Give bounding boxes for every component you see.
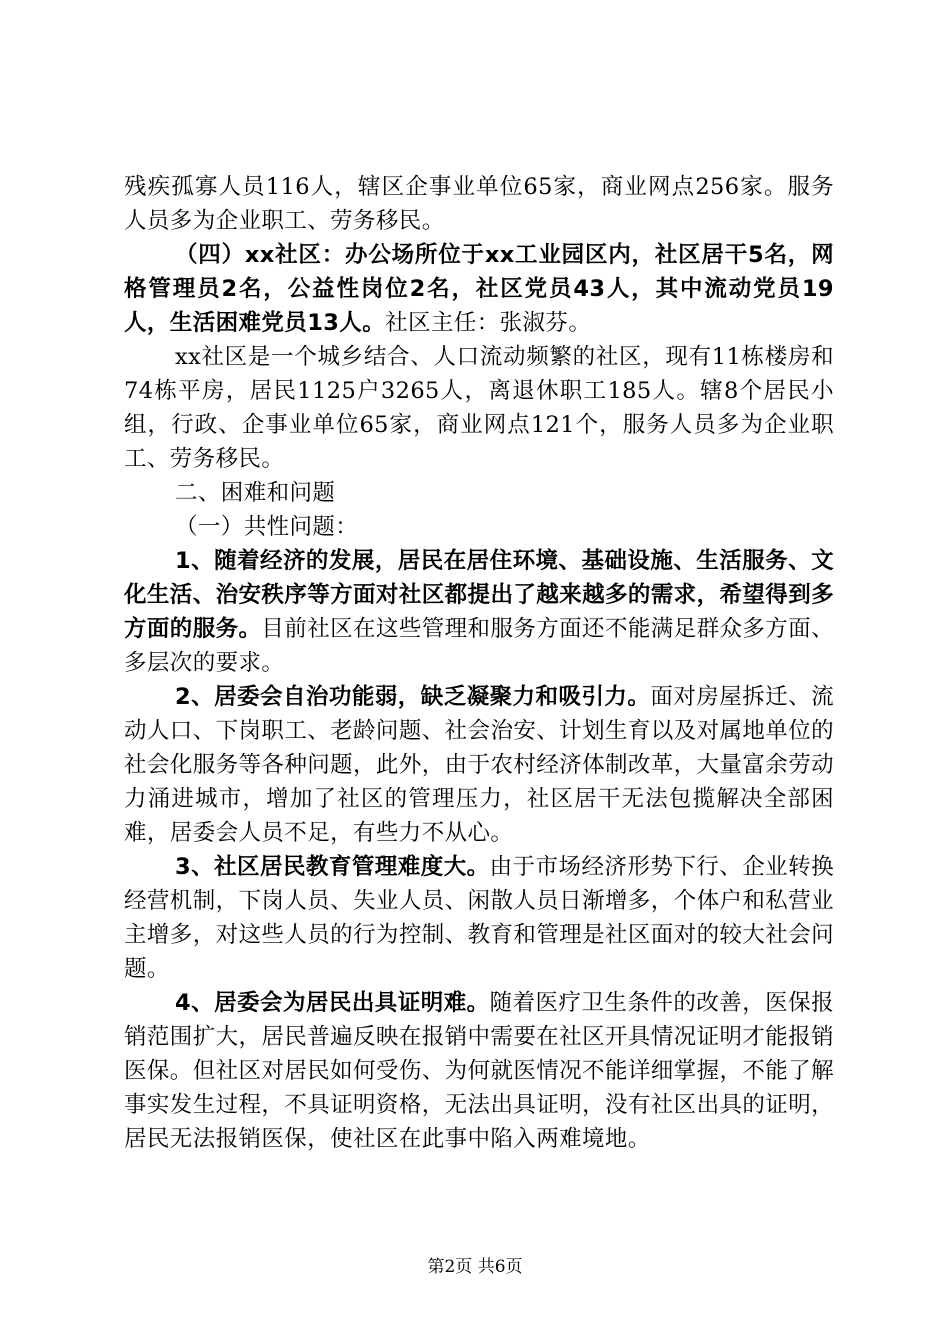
paragraph-3: [124, 340, 834, 476]
section-heading-text: 二、困难和问题: [175, 480, 336, 506]
paragraph-issue-2: [124, 680, 834, 850]
paragraph-2-text: 社区主任：张淑芬。: [385, 310, 592, 336]
subsection-heading: [124, 510, 834, 544]
paragraph-issue-3: [124, 850, 834, 986]
paragraph-issue-4: [124, 986, 834, 1156]
paragraph-issue-2-text: 面对房屋拆迁、流动人口、下岗职工、老龄问题、社会治安、计划生育以及对属地单位的社会化服务等各种问题，此外，由于农村经济体制改革，大量富余劳动力涌进城市，增加了社区的管理压力，社区居干无法包揽解决全部困难，居委会人员不足，有些力不从心。: [124, 684, 834, 846]
subsection-heading-text: （一）共性问题：: [175, 514, 359, 540]
page-footer: [0, 1252, 950, 1277]
paragraph-3-text: xx社区是一个城乡结合、人口流动频繁的社区，现有11栋楼房和74栋平房，居民1125户3265人，离退休职工185人。辖8个居民小组，行政、企事业单位65家，商业网点121个，服务人员多为企业职工、劳务移民。: [124, 344, 834, 472]
paragraph-issue-4-lead: 4、居委会为居民出具证明难。: [175, 990, 490, 1016]
paragraph-issue-2-lead: 2、居委会自治功能弱，缺乏凝聚力和吸引力。: [175, 684, 651, 710]
paragraph-issue-4-text: 随着医疗卫生条件的改善，医保报销范围扩大，居民普遍反映在报销中需要在社区开具情况证明才能报销医保。但社区对居民如何受伤、为何就医情况不能详细掌握，不能了解事实发生过程，不具证明资格，无法出具证明，没有社区出具的证明，居民无法报销医保，使社区在此事中陷入两难境地。: [124, 990, 834, 1152]
paragraph-1-text: 残疾孤寡人员116人，辖区企事业单位65家，商业网点256家。服务人员多为企业职工、劳务移民。: [124, 174, 834, 234]
paragraph-issue-3-text: 由于市场经济形势下行、企业转换经营机制，下岗人员、失业人员、闲散人员日渐增多，个体户和私营业主增多，对这些人员的行为控制、教育和管理是社区面对的较大社会问题。: [124, 854, 834, 982]
document-body: [124, 170, 834, 1156]
paragraph-issue-3-lead: 3、社区居民教育管理难度大。: [175, 854, 490, 880]
section-heading: [124, 476, 834, 510]
paragraph-1: [124, 170, 834, 238]
paragraph-2: [124, 238, 834, 340]
paragraph-issue-1: [124, 544, 834, 680]
paragraph-2-lead: （四）xx社区：办公场所位于xx工业园区内，社区居干5名，网格管理员2名，公益性岗位2名，社区党员43人，其中流动党员19人，生活困难党员13人。: [124, 242, 834, 336]
paragraph-issue-1-lead: 1、随着经济的发展，居民在居住环境、基础设施、生活服务、文化生活、治安秩序等方面对社区都提出了越来越多的需求，希望得到多方面的服务。: [124, 548, 834, 642]
paragraph-issue-1-text: 目前社区在这些管理和服务方面还不能满足群众多方面、多层次的要求。: [124, 616, 834, 676]
page-number-label: 第2页 共6页: [427, 1257, 523, 1277]
